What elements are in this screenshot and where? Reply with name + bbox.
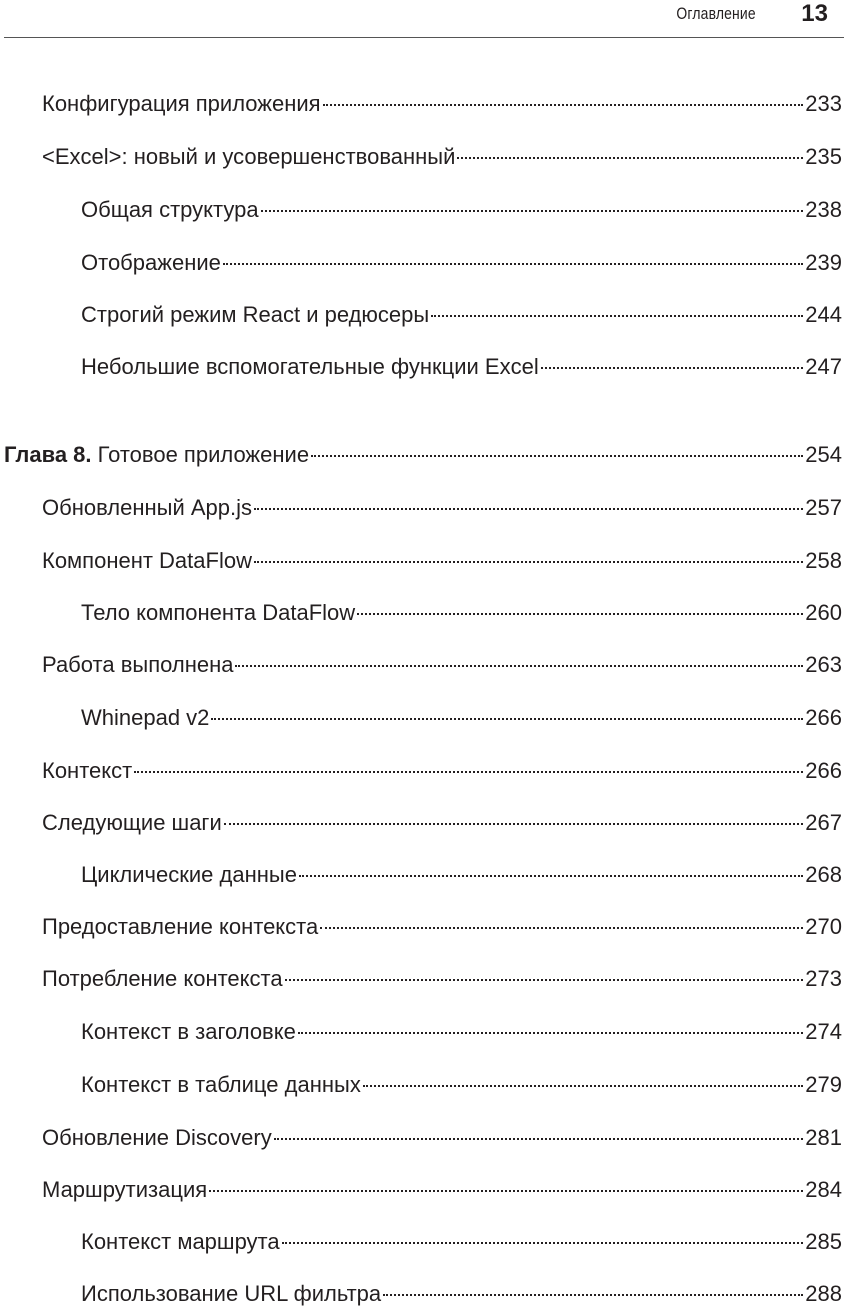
toc-dot-leader [261, 210, 804, 212]
toc-entry-title: Контекст маршрута [81, 1229, 280, 1254]
running-header-section: Оглавление [676, 4, 756, 23]
toc-entry-title: Отображение [81, 250, 221, 275]
toc-dot-leader [254, 508, 803, 510]
toc-entry-page: 257 [805, 495, 842, 520]
chapter-title: Готовое приложение [91, 442, 310, 467]
toc-dot-leader [285, 979, 804, 981]
toc-entry[interactable] [81, 300, 842, 330]
toc-entry-page: 270 [805, 914, 842, 939]
toc-entry-page: 284 [805, 1177, 842, 1202]
toc-dot-leader [323, 104, 804, 106]
toc-entry-title: Предоставление контекста [42, 914, 319, 939]
toc-dot-leader [363, 1085, 803, 1087]
toc-entry-title: Контекст [42, 758, 133, 783]
toc-dot-leader [311, 455, 803, 457]
toc-entry-page: 285 [805, 1229, 842, 1254]
toc-entry[interactable] [81, 703, 842, 733]
toc-entry-title: Контекст в таблице данных [81, 1072, 361, 1097]
toc-dot-leader [457, 157, 803, 159]
toc-entry-page: 233 [805, 91, 842, 116]
toc-entry-page: 239 [805, 250, 842, 275]
toc-entry-title: Whinepad v2 [81, 705, 210, 730]
toc-dot-leader [282, 1242, 804, 1244]
toc-entry-page: 266 [805, 758, 842, 783]
toc-entry-page: 279 [805, 1072, 842, 1097]
toc-entry[interactable] [81, 1070, 842, 1100]
toc-entry-page: 244 [805, 302, 842, 327]
toc-entry-title: Компонент DataFlow [42, 548, 252, 573]
toc-entry-title: Использование URL фильтра [81, 1281, 382, 1306]
chapter-number: Глава 8. [4, 442, 92, 467]
toc-dot-leader [209, 1190, 803, 1192]
toc-entry[interactable] [42, 650, 842, 680]
toc-entry-title: Конфигурация приложения [42, 91, 321, 116]
toc-entry-title: Потребление контекста [42, 966, 283, 991]
toc-entry-title: Работа выполнена [42, 652, 234, 677]
toc-entry-page: 260 [805, 600, 842, 625]
toc-chapter-entry[interactable] [4, 440, 842, 470]
toc-entry[interactable] [42, 89, 842, 119]
toc-entry-page: 288 [805, 1281, 842, 1306]
toc-entry[interactable] [81, 1017, 842, 1047]
toc-dot-leader [254, 561, 803, 563]
toc-dot-leader [274, 1138, 804, 1140]
toc-entry-page: 281 [805, 1125, 842, 1150]
toc-entry[interactable] [81, 1227, 842, 1257]
toc-dot-leader [235, 665, 803, 667]
toc-dot-leader [224, 823, 804, 825]
toc-entry-page: 273 [805, 966, 842, 991]
toc-entry-title: Общая структура [81, 197, 259, 222]
toc-entry[interactable] [42, 1123, 842, 1153]
toc-entry[interactable] [42, 142, 842, 172]
toc-entry-title: Обновленный App.js [42, 495, 253, 520]
running-header [0, 0, 848, 40]
toc-entry-page: 258 [805, 548, 842, 573]
toc-dot-leader [298, 1032, 803, 1034]
toc-entry[interactable] [81, 1279, 842, 1309]
toc-entry[interactable] [42, 912, 842, 942]
toc-dot-leader [383, 1294, 803, 1296]
toc-dot-leader [299, 875, 803, 877]
toc-entry-title: <Excel>: новый и усовершенствованный [42, 144, 456, 169]
toc-dot-leader [541, 367, 804, 369]
toc-entry-title: Контекст в заголовке [81, 1019, 296, 1044]
toc-dot-leader [134, 771, 803, 773]
header-rule [4, 37, 844, 38]
toc-entry-page: 266 [805, 705, 842, 730]
running-header-page-number: 13 [801, 0, 828, 27]
toc-entry-title: Циклические данные [81, 862, 297, 887]
toc-entry-title: Следующие шаги [42, 810, 222, 835]
toc-entry-title: Обновление Discovery [42, 1125, 272, 1150]
toc-entry-page: 263 [805, 652, 842, 677]
toc-entry-page: 247 [805, 354, 842, 379]
toc-entry[interactable] [81, 860, 842, 890]
toc-entry[interactable] [42, 964, 842, 994]
toc-entry-title [4, 440, 309, 470]
toc-entry[interactable] [81, 598, 842, 628]
toc-entry[interactable] [42, 756, 842, 786]
toc-dot-leader [431, 315, 803, 317]
toc-entry-title: Строгий режим React и редюсеры [81, 302, 430, 327]
toc-dot-leader [357, 613, 803, 615]
toc-entry[interactable] [42, 493, 842, 523]
toc-entry[interactable] [81, 248, 842, 278]
toc-entry-page: 238 [805, 197, 842, 222]
toc-dot-leader [223, 263, 803, 265]
toc-entry[interactable] [42, 808, 842, 838]
toc-entry-page: 268 [805, 862, 842, 887]
toc-dot-leader [320, 927, 803, 929]
toc-entry[interactable] [42, 546, 842, 576]
toc-entry-title: Небольшие вспомогательные функции Excel [81, 354, 539, 379]
toc-entry-page: 254 [805, 442, 842, 467]
toc-entry[interactable] [81, 352, 842, 382]
toc-entry-title: Маршрутизация [42, 1177, 208, 1202]
toc-dot-leader [211, 718, 803, 720]
toc-entry-page: 267 [805, 810, 842, 835]
toc-entry-page: 274 [805, 1019, 842, 1044]
toc-entry-page: 235 [805, 144, 842, 169]
toc-entry-title: Тело компонента DataFlow [81, 600, 356, 625]
toc-entry[interactable] [42, 1175, 842, 1205]
toc-entry[interactable] [81, 195, 842, 225]
